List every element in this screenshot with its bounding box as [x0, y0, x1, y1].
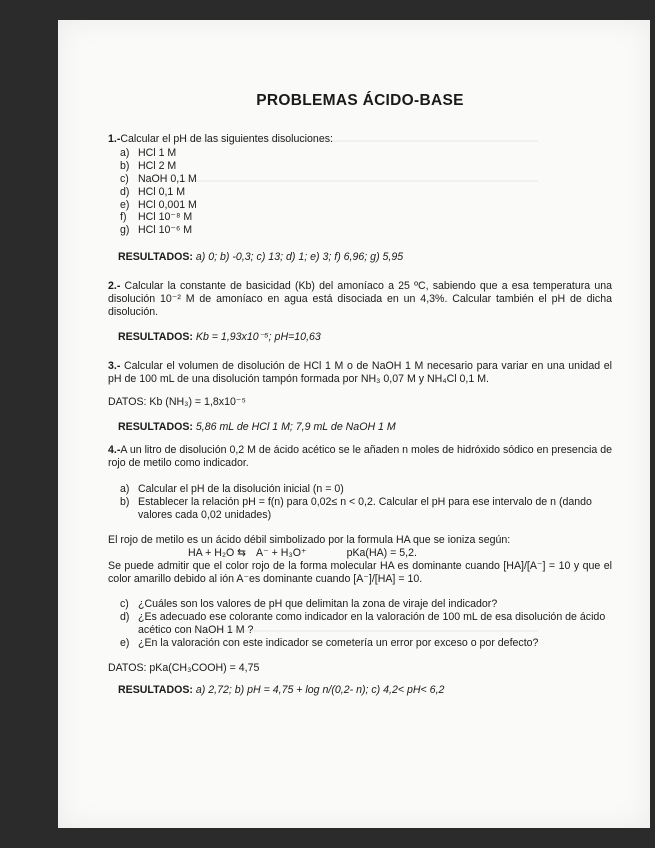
ionization-equation — [188, 547, 612, 560]
equation-right: A⁻ + H₃O⁺ — [256, 547, 307, 560]
problem-1-number: 1.- — [108, 132, 121, 145]
problem-2-statement — [108, 280, 612, 319]
list-item — [120, 211, 612, 224]
problem-1-statement — [108, 133, 612, 146]
equation-left: HA + H₂O ⇆ — [188, 547, 247, 560]
item-text: Calcular el pH de la disolución inicial (n = 0) — [138, 483, 344, 496]
equation-pka: pKa(HA) = 5,2. — [346, 547, 417, 560]
problem-1-text: Calcular el pH de las siguientes disoluciones: — [120, 132, 333, 145]
spacer — [108, 344, 612, 360]
results-value: a) 2,72; b) pH = 4,75 + log n/(0,2- n); c) 4,2< pH< 6,2 — [195, 684, 445, 697]
problem-1-results — [118, 251, 612, 264]
item-letter: e) — [120, 198, 130, 211]
list-item — [120, 496, 612, 522]
results-label: RESULTADOS: — [118, 420, 193, 433]
list-item — [120, 186, 612, 199]
item-text: HCl 0,001 M — [138, 198, 197, 211]
spacer — [108, 434, 612, 444]
problem-4-number: 4.- — [108, 443, 121, 456]
results-label: RESULTADOS: — [118, 684, 193, 697]
item-letter: c) — [120, 597, 129, 610]
problem-3-datos: DATOS: Kb (NH₃) = 1,8x10⁻⁵ — [108, 395, 246, 408]
list-item — [120, 224, 612, 237]
results-value: Kb = 1,93x10⁻⁵; pH=10,63 — [195, 330, 321, 343]
item-text: HCl 2 M — [138, 159, 177, 172]
item-letter: a) — [120, 483, 130, 496]
item-text: ¿Cuáles son los valores de pH que delimitan la zona de viraje del indicador? — [138, 597, 498, 610]
item-letter: c) — [120, 172, 129, 185]
problem-3-number: 3.- — [108, 359, 121, 372]
item-letter: a) — [120, 146, 130, 159]
problem-2-text: Calcular la constante de basicidad (Kb) del amoníaco a 25 ºC, sabiendo que a esa temperatura una disolución 10⁻² M de amoníaco en agua está disociada en un 4,3%. Calcular también el pH de dicha disolución. — [108, 280, 612, 319]
problem-3-text: Calcular el volumen de disolución de HCl 1 M o de NaOH 1 M necesario para variar en una unidad el pH de 100 mL de una disolución tampón formada por NH₃ 0,07 M y NH₄Cl 0,1 M. — [108, 359, 612, 385]
page-title: PROBLEMAS ÁCIDO-BASE — [256, 92, 464, 109]
item-text: ¿En la valoración con este indicador se cometería un error por exceso o por defecto? — [138, 636, 539, 649]
item-text: HCl 10⁻⁶ M — [138, 224, 193, 237]
item-text: HCl 0,1 M — [138, 185, 186, 198]
list-item — [120, 160, 612, 173]
document-page — [58, 20, 650, 828]
problem-4-results — [118, 684, 612, 697]
item-text: NaOH 0,1 M — [138, 172, 197, 185]
list-item — [120, 173, 612, 186]
results-value: 5,86 mL de HCl 1 M; 7,9 mL de NaOH 1 M — [195, 420, 396, 433]
item-text: ¿Es adecuado ese colorante como indicador en la valoración de 100 mL de esa disolución de ácido acético con NaOH 1 M ? — [138, 610, 606, 636]
list-item — [120, 199, 612, 212]
list-item — [120, 147, 612, 160]
item-letter: g) — [120, 224, 130, 237]
problem-1-list — [120, 147, 612, 237]
item-text: HCl 10⁻⁸ M — [138, 211, 193, 224]
results-label: RESULTADOS: — [118, 330, 193, 343]
list-item — [120, 637, 612, 650]
item-letter: b) — [120, 496, 130, 509]
list-item — [120, 483, 612, 496]
problem-3-statement — [108, 360, 612, 386]
list-item — [120, 598, 612, 611]
problem-4-datos: DATOS: pKa(CH₃COOH) = 4,75 — [108, 661, 260, 674]
item-text: Establecer la relación pH = f(n) para 0,02≤ n < 0,2. Calcular el pH para ese intervalo de n (dando valores cada 0,02 unidades) — [138, 496, 592, 522]
problem-2-number: 2.- — [108, 280, 121, 293]
problem-3-results — [118, 421, 612, 434]
document-content — [108, 92, 612, 697]
item-letter: d) — [120, 185, 130, 198]
item-letter: f) — [120, 211, 127, 224]
problem-4-list-ab — [120, 483, 612, 522]
problem-4-list-ce — [120, 598, 612, 650]
spacer — [108, 264, 612, 280]
problem-4-statement — [108, 444, 612, 470]
problem-2-results — [118, 331, 612, 344]
indicator-paragraph: El rojo de metilo es un ácido débil simbolizado por la formula HA que se ioniza según: — [108, 534, 511, 547]
item-letter: d) — [120, 610, 130, 623]
problem-4-text: A un litro de disolución 0,2 M de ácido acético se le añaden n moles de hidróxido sódico en presencia de rojo de metilo como indicador. — [108, 443, 612, 469]
item-letter: e) — [120, 636, 130, 649]
item-text: HCl 1 M — [138, 146, 177, 159]
results-label: RESULTADOS: — [118, 251, 193, 264]
color-paragraph: Se puede admitir que el color rojo de la forma molecular HA es dominante cuando [HA]/[A⁻] = 10 y que el color amarillo debido al ión A⁻es dominante cuando [A⁻]/[HA] = 10. — [108, 560, 612, 585]
results-value: a) 0; b) -0,3; c) 13; d) 1; e) 3; f) 6,96; g) 5,95 — [195, 251, 404, 264]
item-letter: b) — [120, 159, 130, 172]
list-item — [120, 611, 612, 637]
